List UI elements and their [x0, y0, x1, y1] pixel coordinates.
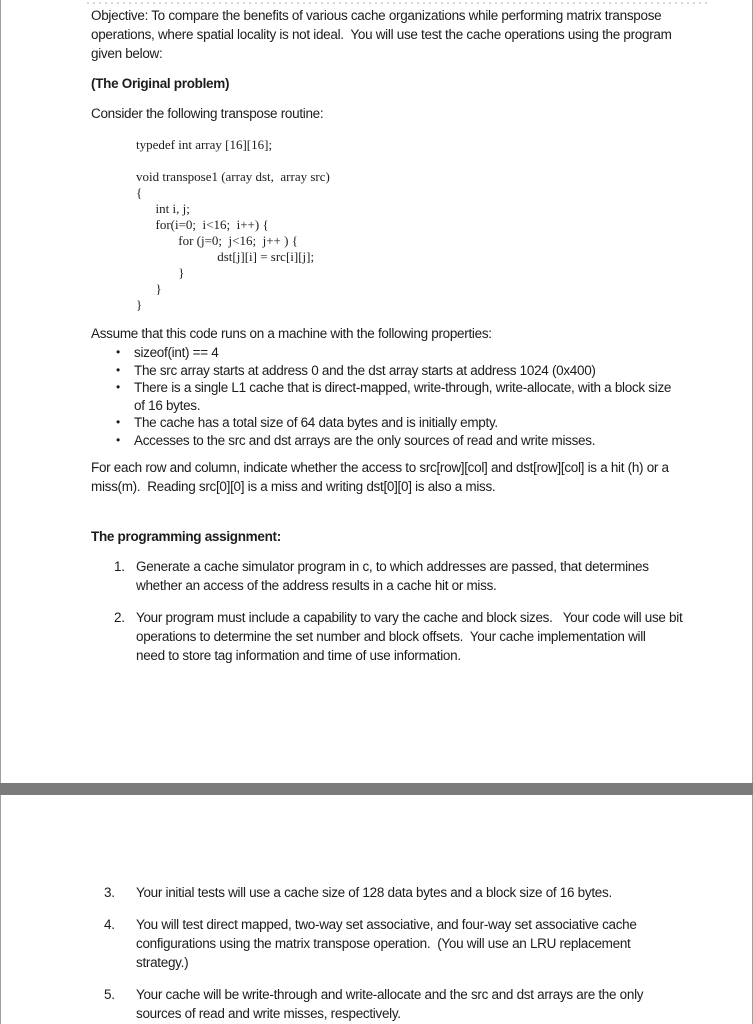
paragraph-line: operations, where spatial locality is not ideal. You will use test the cache operations using the program — [91, 27, 672, 42]
bullet-line: The cache has a total size of 64 data bytes and is initially empty. — [134, 415, 498, 430]
paragraph-line: Objective: To compare the benefits of various cache organizations while performing matrix transpose — [91, 8, 662, 23]
clipped-text-artifact — [87, 2, 707, 4]
item-number: 4. — [104, 917, 115, 932]
bullet-line: sizeof(int) == 4 — [134, 345, 219, 360]
bullet-icon: • — [116, 380, 120, 394]
item-number: 1. — [114, 559, 125, 574]
bullet-icon: • — [116, 432, 120, 447]
list-item — [1, 883, 753, 902]
item-line: strategy.) — [136, 955, 189, 970]
assignment-numbered-list — [1, 557, 753, 665]
paragraph-line: miss(m). Reading src[0][0] is a miss and writing dst[0][0] is also a miss. — [91, 478, 496, 494]
bullet-item — [1, 432, 753, 450]
paragraph-line: Consider the following transpose routine: — [91, 106, 324, 121]
item-number: 2. — [114, 610, 125, 625]
section-heading-original-problem — [91, 74, 229, 93]
code-line: for(i=0; i<16; i++) { — [136, 217, 269, 232]
objective-paragraph — [91, 6, 672, 63]
bullet-icon: • — [116, 415, 120, 429]
bullet-icon: • — [116, 345, 120, 359]
code-line: { — [136, 185, 143, 200]
machine-properties-paragraph — [91, 324, 492, 343]
transpose-intro-paragraph — [91, 104, 323, 123]
list-item — [1, 608, 753, 665]
item-number: 5. — [104, 987, 115, 1002]
paragraph-line: Assume that this code runs on a machine with the following properties: — [91, 326, 492, 341]
hit-miss-paragraph — [91, 459, 669, 496]
item-number: 3. — [104, 885, 115, 900]
item-line: Your initial tests will use a cache size of 128 data bytes and a block size of 16 bytes. — [136, 885, 612, 900]
list-item — [1, 915, 753, 972]
bullet-item — [1, 379, 753, 414]
item-line: Generate a cache simulator program in c, to which addresses are passed, that determines — [136, 559, 649, 574]
assignment-numbered-list-continued — [1, 883, 753, 1023]
item-line: Your cache will be write-through and write-allocate and the src and dst arrays are the only — [136, 987, 644, 1002]
code-line — [136, 153, 330, 169]
paragraph-line: For each row and column, indicate whether the access to src[row][col] and dst[row][col] is a hit (h) or a — [91, 460, 669, 475]
code-line: dst[j][i] = src[i][j]; — [136, 249, 315, 264]
heading-text: The programming assignment: — [91, 529, 281, 544]
list-item — [1, 985, 753, 1023]
bullet-line: The src array starts at address 0 and the dst array starts at address 1024 (0x400) — [134, 362, 596, 378]
bullet-line: of 16 bytes. — [134, 397, 201, 413]
code-line: } — [136, 297, 143, 312]
item-line: need to store tag information and time of use information. — [136, 648, 461, 663]
section-heading-programming-assignment — [91, 527, 281, 546]
item-line: Your program must include a capability to vary the cache and block sizes. Your code will use bit — [136, 610, 683, 625]
code-line: int i, j; — [136, 201, 190, 216]
code-line: void transpose1 (array dst, array src) — [136, 169, 330, 184]
page-divider — [0, 783, 753, 795]
bullet-item — [1, 344, 753, 362]
document-page-2 — [0, 795, 753, 1024]
item-line: sources of read and write misses, respectively. — [136, 1006, 401, 1021]
code-line: } — [136, 281, 162, 296]
code-block-transpose-routine — [136, 137, 330, 313]
code-line: } — [136, 265, 185, 280]
bullet-line: Accesses to the src and dst arrays are the only sources of read and write misses. — [134, 432, 596, 448]
list-item — [1, 557, 753, 595]
item-line: You will test direct mapped, two-way set associative, and four-way set associative cache — [136, 917, 637, 932]
heading-text: (The Original problem) — [91, 76, 230, 91]
item-line: configurations using the matrix transpose operation. (You will use an LRU replacement — [136, 936, 631, 951]
code-line: typedef int array [16][16]; — [136, 137, 273, 152]
bullet-icon: • — [116, 362, 120, 377]
item-line: whether an access of the address results in a cache hit or miss. — [136, 578, 497, 593]
code-line: for (j=0; j<16; j++ ) { — [136, 233, 298, 248]
bullet-item — [1, 362, 753, 380]
properties-bullet-list — [1, 344, 753, 449]
item-line: operations to determine the set number and block offsets. Your cache implementation will — [136, 629, 646, 644]
bullet-line: There is a single L1 cache that is direct-mapped, write-through, write-allocate, with a block size — [134, 380, 672, 395]
bullet-item — [1, 414, 753, 432]
paragraph-line: given below: — [91, 46, 163, 61]
